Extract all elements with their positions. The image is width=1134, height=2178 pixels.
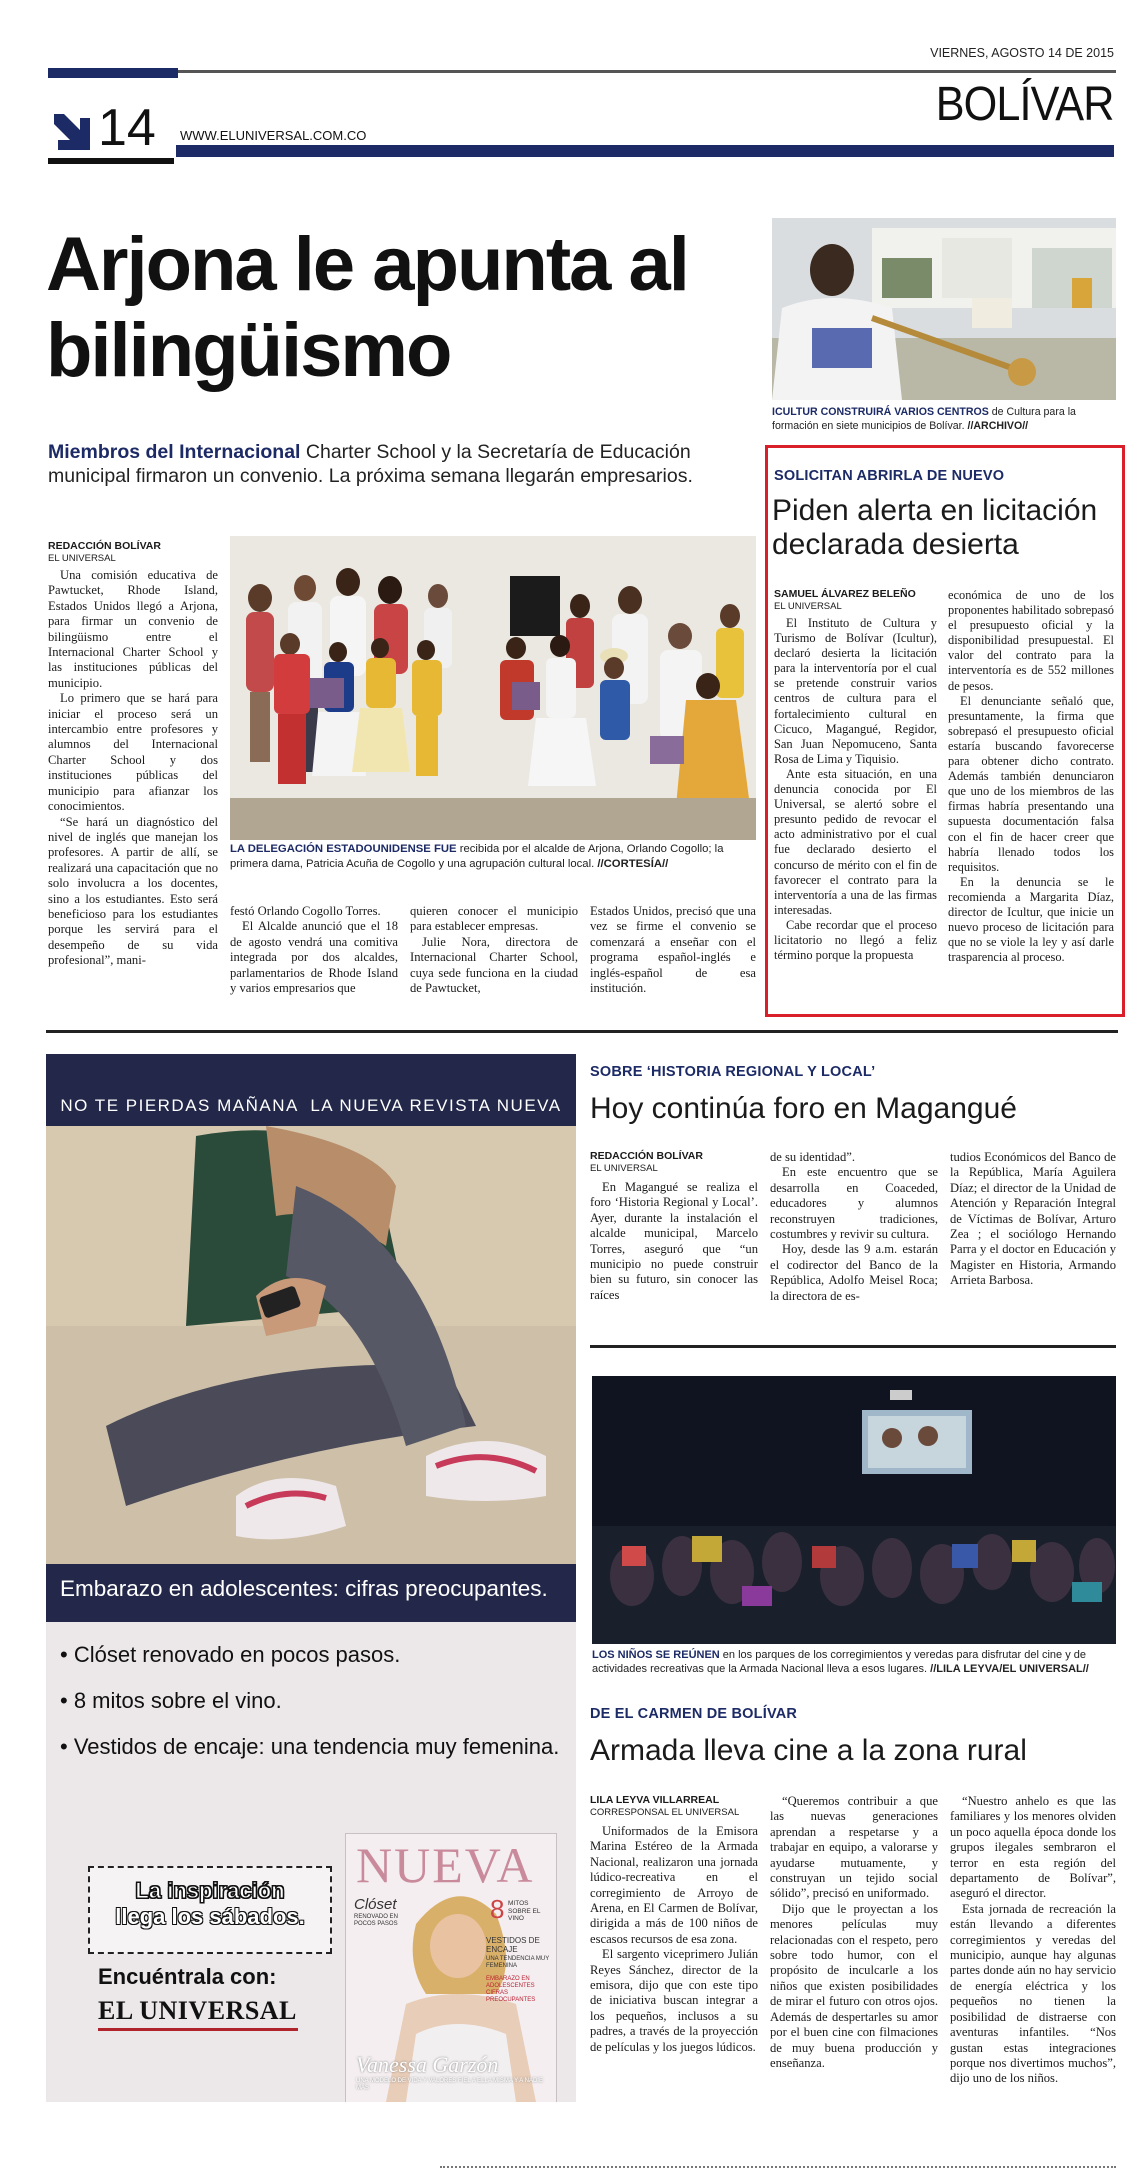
licitacion-byline-role: EL UNIVERSAL: [774, 601, 842, 612]
cine-caption: [592, 1648, 1116, 1676]
cine-col-2: [770, 1794, 938, 2071]
paragraph: tudios Económicos del Banco de la República, María Aguilera Díaz; el director de la Unidad de Atención y Reparación Integral de Víctimas de Bolívar, Arturo Zea ; el sociólogo Hernando Parra y el doctor en Educación y Magister en Historia, Armando Arrieta Barbosa.: [950, 1150, 1116, 1288]
cine-headline: Armada lleva cine a la zona rural: [590, 1734, 1027, 1767]
magazine-cover: [346, 1834, 556, 2102]
paragraph: económica de uno de los proponentes habilitado sobrepasó el presupuesto oficial y la disponibilidad presupuestal. El valor del contrato para la interventoría es de 552 millones de pesos.: [948, 588, 1114, 693]
licitacion-headline: Piden alerta en licitación declarada desierta: [772, 494, 1098, 561]
icultur-photo: [772, 218, 1116, 400]
main-col-4: [590, 904, 756, 996]
section-title: BOLÍVAR: [936, 78, 1114, 131]
paragraph: En este encuentro que se desarrolla en Coaceded, educadores y alumnos reconstruyen tradiciones, costumbres y revivir su cultura.: [770, 1165, 938, 1242]
page-number: 14: [98, 99, 156, 157]
paragraph: Cabe recordar que el proceso licitatorio no llegó a feliz término porque la propuesta: [774, 917, 937, 963]
paragraph: El Instituto de Cultura y Turismo de Bolívar (Icultur), declaró desierta la licitación para la interventoría por el cual se pretende construir varios centros de cultura para el fortalecimiento cultural en Cicuco, Magangué, Regidor, San Juan Nepomuceno, Santa Rosa de Lima y Tiquisio.: [774, 616, 937, 766]
caption-lead: ICULTUR CONSTRUIRÁ VARIOS CENTROS: [772, 406, 989, 418]
paragraph: Lo primero que se hará para iniciar el proceso será un intercambio entre profesores y alumnos del Internacional Charter School y dos instituciones públicas del municipio para afianzar los conocimientos.: [48, 691, 218, 814]
paragraph: Esta jornada de recreación la están llevando a diferentes corregimientos y veredas del municipio, aunque hay algunas partes donde aún no hay servicio de energía eléctrica y los pequeños no tienen la posibilidad de distraerse con aventuras infantiles. “Nos gustan estas integraciones porque nos divertimos muchos”, dijo uno de los niños.: [950, 1901, 1116, 2086]
licitacion-kicker: SOLICITAN ABRIRLA DE NUEVO: [774, 468, 1005, 484]
paragraph: El sargento viceprimero Julián Reyes Sánchez, director de la emisora, dijo que con este tipo de iniciativa buscan integrar a los pequeños, inclusos a su padres, a través de la proyección de películas y los juegos lúdicos.: [590, 1947, 758, 2054]
ad-bullet-2: • 8 mitos sobre el vino.: [60, 1688, 282, 1713]
ad-bullet-text: 8 mitos sobre el vino.: [73, 1688, 282, 1713]
cine-col-3: [950, 1794, 1116, 2087]
ad-slogan-box: [88, 1866, 332, 1954]
paragraph: “Nuestro anhelo es que las familiares y los menores olviden un poco aquella época donde los grupos ilegales sembraron el terror en esta región del departamento de Bolívar”, aseguró el director.: [950, 1794, 1116, 1901]
cover-vestidos: VESTIDOS DE ENCAJE: [486, 1936, 540, 1954]
foro-col-1: [590, 1180, 758, 1303]
main-byline: REDACCIÓN BOLÍVAR: [48, 540, 161, 552]
ad-bullet-3: • Vestidos de encaje: una tendencia muy femenina.: [60, 1734, 560, 1759]
icultur-caption: [772, 405, 1116, 433]
paragraph: “Se hará un diagnóstico del nivel de inglés que manejan los profesores. A partir de allí, se realizará una capacitación que no solo involucra a los docentes, sino a los estudiantes. Esto será beneficioso para los estudiantes porque les servirá para el desempeño de su vida profesional”, mani-: [48, 814, 218, 968]
website-link[interactable]: WWW.ELUNIVERSAL.COM.CO: [180, 128, 367, 143]
paragraph: Estados Unidos, precisó que una vez se firme el convenio se comenzará a enseñar con el programa español-inglés e inglés-español de esa institución.: [590, 904, 756, 996]
photo-credit: //CORTESÍA//: [597, 857, 669, 870]
bottom-rule: [440, 2166, 1116, 2170]
licitacion-col-1: [774, 616, 937, 963]
paragraph: Dijo que le proyectan a los menores películas muy relacionadas con el respeto, pero sobre todo humor, con el propósito de inculcarle a los niños que existen posibilidades de mirar el futuro con otros ojos. Además de despertarles su amor por el buen cine con filmaciones de muy buena producción y enseñanza.: [770, 1901, 938, 2070]
delegation-caption: [230, 842, 756, 871]
foro-divider: [590, 1345, 1116, 1348]
paragraph: Hoy, desde las 9 a.m. estarán el codirector del Banco de la República, Adolfo Meisel Roca; la directora de es-: [770, 1242, 938, 1303]
paragraph: Julie Nora, directora de Internacional Charter School, cuya sede funciona en la ciudad de Pawtucket,: [410, 934, 578, 996]
cover-vestidos-sub: UNA TENDENCIA MUY FEMENINA: [486, 1956, 550, 1969]
caption-lead: LA DELEGACIÓN ESTADOUNIDENSE FUE: [230, 843, 457, 855]
cine-photo: [592, 1376, 1116, 1644]
paragraph: En Magangué se realiza el foro ‘Historia Regional y Local’. Ayer, durante la instalación el alcalde municipal, Marcelo Torres, aseguró que “un municipio no puede construir bien su futuro, sin conocer las raíces: [590, 1180, 758, 1302]
paragraph: Uniformados de la Emisora Marina Estéreo de la Armada Nacional, realizaron una jornada lúdico-recreativa en el corregimiento de Arroyo de Arena, en El Carmen de Bolívar, dirigida a más de 100 niños de escasos recursos de esa zona.: [590, 1824, 758, 1946]
top-rule-thin: [178, 70, 1116, 73]
header-bar: [176, 145, 1114, 157]
caption-lead: LOS NIÑOS SE REÚNEN: [592, 1649, 720, 1661]
page-arrow-icon: [50, 110, 94, 154]
section-divider: [46, 1030, 1118, 1033]
cine-byline-block: [590, 1794, 760, 1822]
main-col-3: [410, 904, 578, 996]
paragraph: “Queremos contribuir a que las nuevas generaciones aprendan a respetarse y a trabajar en equipo, a valorarse y ayudarse mutuamente, y construyan un tejido social sólido”, precisó en uniformado.: [770, 1794, 938, 1901]
paragraph: En la denuncia se le recomienda a Margarita Díaz, director de Icultur, que inicie un nuevo proceso de licitación para que no se viole la ley y así darle trasparencia al proceso.: [948, 874, 1114, 965]
cover-closet-sub: RENOVADO EN POCOS PASOS: [354, 1914, 398, 1927]
ad-brand-logo: [98, 1996, 298, 2031]
main-deck: [48, 440, 754, 488]
main-headline: Arjona le apunta al bilingüismo: [46, 222, 688, 393]
deck-highlight: Miembros del Internacional: [48, 441, 301, 463]
foro-byline-block: [590, 1150, 760, 1178]
top-rule-dark: [48, 68, 178, 78]
ad-bullet-text: Clóset renovado en pocos pasos.: [73, 1642, 401, 1667]
ad-headline: Embarazo en adolescentes: cifras preocupantes.: [60, 1576, 548, 1601]
ad-slogan-line-2: llega los sábados.: [115, 1904, 305, 1929]
licitacion-col-2: [948, 588, 1114, 965]
photo-credit: //LILA LEYVA/EL UNIVERSAL//: [930, 1663, 1089, 1675]
paragraph: El denunciante señaló que, presuntamente, la firma que sobrepasó el presupuesto oficial estaría buscando favorecerse para obtener dicho contrato. Además también denunciaron que uno de los miembros de las firmas habría presentando una supuesta documentación falsa con el fin de hacer creer que habría llenado todos los requisitos.: [948, 693, 1114, 874]
ad-banner: NO TE PIERDAS MAÑANA LA NUEVA REVISTA NUEVA: [60, 1096, 562, 1115]
foro-col-3: [950, 1150, 1116, 1289]
ad-slogan-line-1: La inspiración: [135, 1878, 285, 1903]
paragraph: de su identidad”.: [770, 1150, 855, 1164]
cover-title: NUEVA: [356, 1837, 535, 1893]
page-number-underline: [48, 158, 174, 164]
main-col-2: [230, 904, 398, 996]
ad-photo: [46, 1126, 576, 1604]
paragraph: quieren conocer el municipio para establecer empresas.: [410, 904, 578, 934]
ad-brand: EL UNIVERSAL: [98, 1996, 297, 2025]
paragraph: Ante esta situación, en una denuncia conocida por El Universal, se alertó sobre el presunto pedido de revocar el acto administrativo por el cual fue declarado desierto el concurso de mérito con el fin de favorecer el contrato para la interventoría a una de las firmas interesadas.: [774, 766, 937, 917]
cine-byline-role: CORRESPONSAL EL UNIVERSAL: [590, 1807, 740, 1818]
magazine-ad: [46, 1054, 576, 2102]
caption-text: de Cultura para la formación en siete municipios de Bolívar.: [772, 406, 1076, 432]
ad-find-label: Encuéntrala con:: [98, 1964, 277, 1989]
foro-byline-role: EL UNIVERSAL: [590, 1163, 658, 1174]
cover-embarazo: EMBARAZO EN ADOLESCENTES CIFRAS PREOCUPANTES: [486, 1976, 536, 2003]
delegation-photo: [230, 536, 756, 840]
cine-col-1: [590, 1824, 758, 2055]
caption-text: recibida por el alcalde de Arjona, Orlando Cogollo; la primera dama, Patricia Acuña de Cogollo y una agrupación cultural local.: [230, 843, 724, 870]
cover-person-sub: UNA MODELO DE VIDA Y VALORES FIEL A ELLA MISMA Y A NADIE MÁS: [356, 2078, 543, 2091]
photo-credit: //ARCHIVO//: [967, 420, 1029, 432]
deck-text: Charter School y la Secretaría de Educación municipal firmaron un convenio. La próxima semana llegarán empresarios.: [48, 441, 693, 487]
paragraph: El Alcalde anunció que el 18 de agosto vendrá una comitiva integrada por dos alcaldes, parlamentarios de Rhode Island y varios empresarios que: [230, 919, 398, 996]
licitacion-byline-block: [774, 588, 934, 616]
cine-kicker: DE EL CARMEN DE BOLÍVAR: [590, 1706, 798, 1722]
cover-mitos: MITOS SOBRE EL VINO: [508, 1900, 541, 1922]
ad-bullet-list: [60, 1632, 570, 1770]
main-byline-role: EL UNIVERSAL: [48, 553, 116, 564]
cover-mitos-num: 8: [490, 1894, 505, 1924]
foro-col-2: [770, 1150, 938, 1304]
masthead: [0, 0, 1134, 170]
ad-bullet-1: • Clóset renovado en pocos pasos.: [60, 1642, 401, 1667]
caption-text: en los parques de los corregimientos y veredas para disfrutar del cine y de actividades recreativas que la Armada Nacional lleva a esos lugares.: [592, 1649, 1086, 1675]
issue-date: VIERNES, AGOSTO 14 DE 2015: [930, 46, 1114, 60]
paragraph: Una comisión educativa de Pawtucket, Rhode Island, Estados Unidos llegó a Arjona, para firmar un convenio de bilingüismo entre el Internacional Charter School y las instituciones públicas del municipio.: [48, 568, 218, 690]
paragraph: festó Orlando Cogollo Torres.: [230, 904, 381, 918]
cover-person: Vanessa Garzón: [356, 2052, 499, 2077]
main-byline-block: [48, 540, 218, 568]
main-col-1: [48, 568, 218, 969]
foro-byline: REDACCIÓN BOLÍVAR: [590, 1150, 703, 1162]
brand-underline: [98, 2028, 298, 2031]
cine-byline: LILA LEYVA VILLARREAL: [590, 1794, 720, 1806]
foro-headline: Hoy continúa foro en Magangué: [590, 1092, 1017, 1125]
foro-kicker: SOBRE ‘HISTORIA REGIONAL Y LOCAL’: [590, 1064, 876, 1080]
cover-closet: Clóset: [354, 1896, 397, 1913]
ad-bullet-text: Vestidos de encaje: una tendencia muy femenina.: [73, 1734, 560, 1759]
licitacion-byline: SAMUEL ÁLVAREZ BELEÑO: [774, 588, 916, 600]
